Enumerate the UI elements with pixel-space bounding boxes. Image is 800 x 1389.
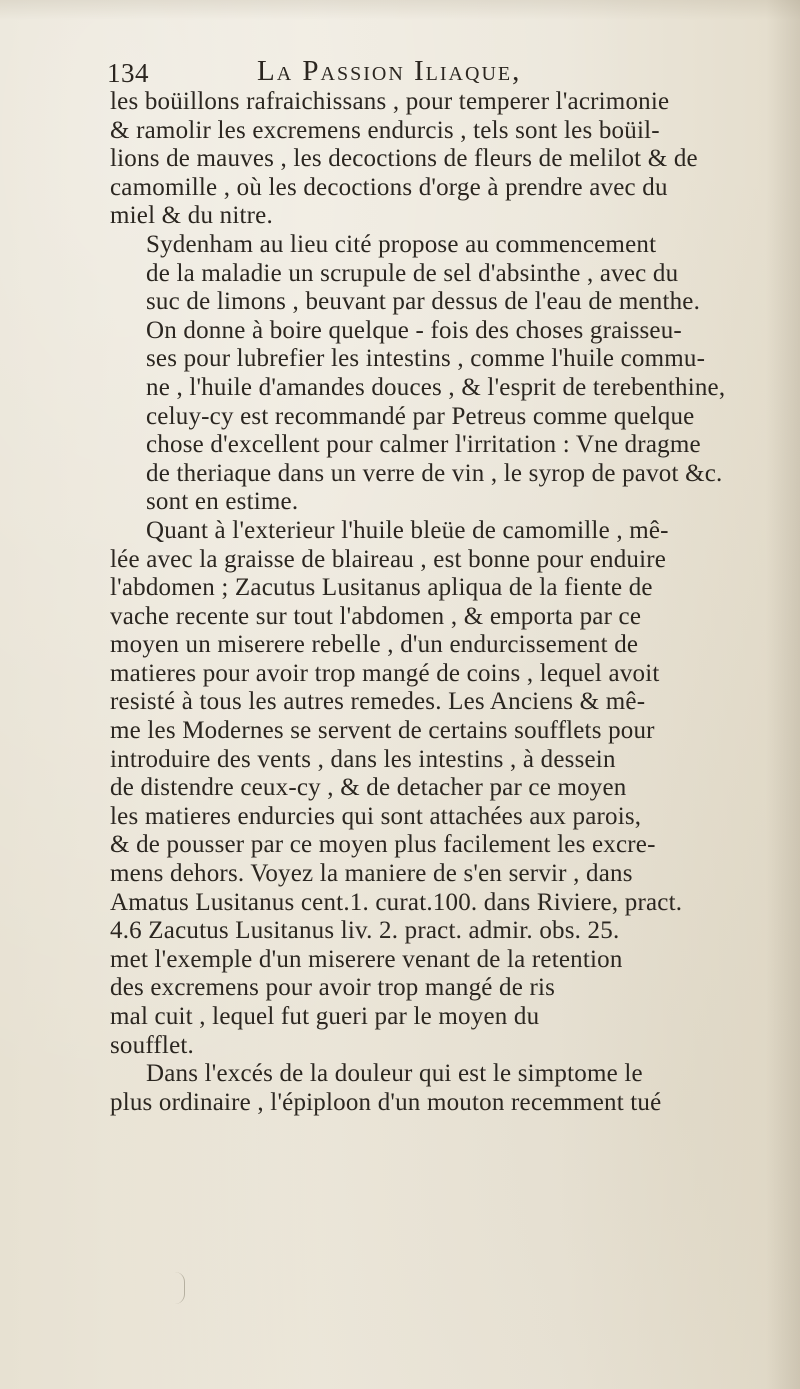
text-line: mal cuit , lequel fut gueri par le moyen du <box>110 1003 540 1030</box>
page-number: 134 <box>107 58 149 88</box>
text-line: mens dehors. Voyez la maniere de s'en servir , dans <box>110 860 633 888</box>
text-line: On donne à boire quelque - fois des choses graisseu- <box>146 316 682 344</box>
text-line: l'abdomen ; Zacutus Lusitanus apliqua de la fiente de <box>110 574 653 602</box>
text-line: introduire des vents , dans les intestins , à dessein <box>110 745 616 773</box>
paragraph <box>110 88 764 231</box>
text-line: les matieres endurcies qui sont attachées aux parois, <box>110 802 642 830</box>
text-line: camomille , où les decoctions d'orge à prendre avec du <box>110 173 668 201</box>
text-line: de la maladie un scrupule de sel d'absinthe , avec du <box>146 259 679 287</box>
paper-mark <box>168 1272 185 1304</box>
text-line: suc de limons , beuvant par dessus de l'eau de menthe. <box>146 288 701 316</box>
paragraph <box>110 1060 764 1117</box>
text-line: les boüillons rafraichissans , pour temperer l'acrimonie <box>110 88 670 115</box>
text-line: Sydenham au lieu cité propose au commencement <box>146 230 657 258</box>
text-line: ne , l'huile d'amandes douces , & l'esprit de terebenthine, <box>146 373 726 401</box>
text-line: & ramolir les excremens endurcis , tels sont les boüil- <box>110 116 660 144</box>
paragraph <box>110 231 764 517</box>
text-line: soufflet. <box>110 1031 194 1059</box>
text-line: miel & du nitre. <box>110 202 273 230</box>
text-line: 4.6 Zacutus Lusitanus liv. 2. pract. admir. obs. 25. <box>110 917 620 945</box>
text-line: & de pousser par ce moyen plus facilement les excre- <box>110 831 656 859</box>
body-text <box>110 88 764 1117</box>
text-line: de theriaque dans un verre de vin , le syrop de pavot &c. <box>146 459 723 487</box>
text-line: des excremens pour avoir trop mangé de ris <box>110 974 556 1002</box>
text-line: lions de mauves , les decoctions de fleurs de melilot & de <box>110 145 698 173</box>
page-edge-shadow <box>766 0 800 1389</box>
text-line: met l'exemple d'un miserere venant de la retention <box>110 945 623 973</box>
text-line: moyen un miserere rebelle , d'un endurcissement de <box>110 631 639 659</box>
running-title: La Passion Iliaque, <box>257 55 522 87</box>
text-line: me les Modernes se servent de certains soufflets pour <box>110 717 655 745</box>
page-top-edge <box>0 0 800 20</box>
text-line: plus ordinaire , l'épiploon d'un mouton recemment tué <box>110 1088 662 1116</box>
text-line: de distendre ceux-cy , & de detacher par ce moyen <box>110 774 627 802</box>
text-line: Amatus Lusitanus cent.1. curat.100. dans Riviere, pract. <box>110 888 683 916</box>
text-line: celuy-cy est recommandé par Petreus comme quelque <box>146 402 695 430</box>
text-line: sont en estime. <box>146 488 299 516</box>
paragraph <box>110 517 764 1060</box>
text-line: ses pour lubrefier les intestins , comme l'huile commu- <box>146 345 706 373</box>
text-line: Quant à l'exterieur l'huile bleüe de camomille , mê- <box>146 516 669 544</box>
text-line: vache recente sur tout l'abdomen , & emporta par ce <box>110 602 642 630</box>
text-line: resisté à tous les autres remedes. Les Anciens & mê- <box>110 688 646 716</box>
text-line: matieres pour avoir trop mangé de coins , lequel avoit <box>110 659 660 687</box>
text-line: Dans l'excés de la douleur qui est le simptome le <box>146 1060 643 1088</box>
text-line: chose d'excellent pour calmer l'irritation : Vne dragme <box>146 431 701 459</box>
text-line: lée avec la graisse de blaireau , est bonne pour enduire <box>110 545 667 573</box>
